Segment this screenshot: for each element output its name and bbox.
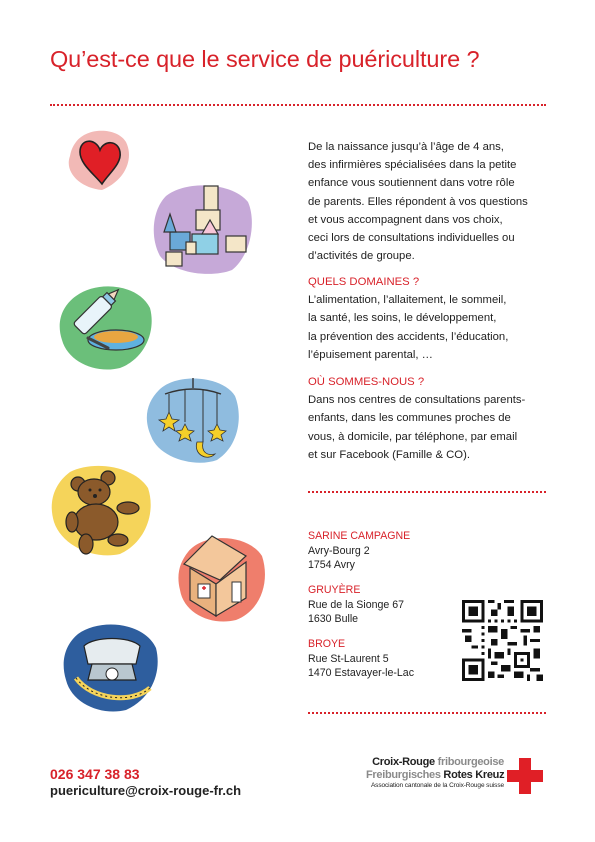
logo-line1-b: fribourgeoise — [437, 756, 504, 768]
domains-heading: QUELS DOMAINES ? — [308, 276, 420, 288]
red-cross-icon — [505, 756, 545, 796]
address-region: GRUYÈRE — [308, 584, 361, 596]
address-broye — [308, 637, 458, 681]
intro-line: De la naissance jusqu’à l’âge de 4 ans, — [308, 141, 504, 153]
where-heading: OÙ SOMMES-NOUS ? — [308, 376, 425, 388]
address-city: 1470 Estavayer-le-Lac — [308, 667, 414, 680]
email-link[interactable]: puericulture@croix-rouge-fr.ch — [50, 783, 242, 798]
intro-line: d’activités de groupe. — [308, 250, 415, 263]
domains-line: L’alimentation, l’allaitement, le sommeil, — [308, 294, 507, 307]
address-sarine — [308, 529, 458, 573]
logo-line1-a: Croix-Rouge — [372, 756, 438, 768]
logo-subtitle: Association cantonale de la Croix-Rouge suisse — [370, 782, 504, 790]
divider-bottom — [308, 712, 546, 714]
where-line: Dans nos centres de consultations parents- — [308, 394, 526, 407]
address-region: SARINE CAMPAGNE — [308, 530, 411, 542]
intro-line: de parents. Elles répondent à vos questions — [308, 195, 528, 208]
toy-blocks-icon — [152, 180, 256, 276]
divider-top — [50, 104, 546, 106]
heart-icon — [66, 128, 134, 194]
page-title: Qu’est-ce que le service de puériculture ? — [50, 46, 480, 72]
where-section — [308, 373, 553, 464]
baby-bottle-icon — [58, 282, 154, 372]
domains-line: la santé, les soins, le développement, — [308, 312, 497, 325]
address-region: BROYE — [308, 638, 346, 650]
address-city: 1630 Bulle — [308, 613, 359, 626]
address-city: 1754 Avry — [308, 559, 355, 572]
intro-line: des infirmières spécialisées dans la petite — [308, 159, 517, 172]
address-street: Avry-Bourg 2 — [308, 544, 370, 557]
crib-mobile-icon — [145, 372, 241, 464]
address-gruyere — [308, 583, 458, 627]
domains-line: l’épuisement parental, … — [308, 348, 433, 361]
intro-line: et vous accompagnent dans vos choix, — [308, 213, 503, 226]
teddy-bear-icon — [50, 462, 154, 558]
where-line: et sur Facebook (Famille & CO). — [308, 448, 470, 461]
divider-middle — [308, 491, 546, 493]
intro-line: ceci lors de consultations individuelles ou — [308, 232, 515, 245]
address-street: Rue St-Laurent 5 — [308, 652, 389, 665]
intro-paragraph — [308, 138, 553, 265]
domains-line: la prévention des accidents, l’éducation, — [308, 330, 509, 343]
red-cross-logo-text — [366, 756, 504, 790]
house-icon — [176, 528, 266, 624]
where-line: vous, à domicile, par téléphone, par email — [308, 430, 518, 443]
baby-scale-icon — [62, 618, 162, 714]
domains-section — [308, 273, 553, 364]
address-street: Rue de la Sionge 67 — [308, 598, 405, 611]
logo-line2-b: Rotes Kreuz — [443, 768, 505, 781]
logo-line2-a: Freiburgisches — [366, 768, 444, 781]
qr-code[interactable] — [462, 600, 543, 681]
phone-number[interactable]: 026 347 38 83 — [50, 766, 140, 782]
intro-line: enfance vous soutiennent dans votre rôle — [308, 177, 515, 190]
where-line: enfants, dans les communes proches de — [308, 412, 511, 425]
